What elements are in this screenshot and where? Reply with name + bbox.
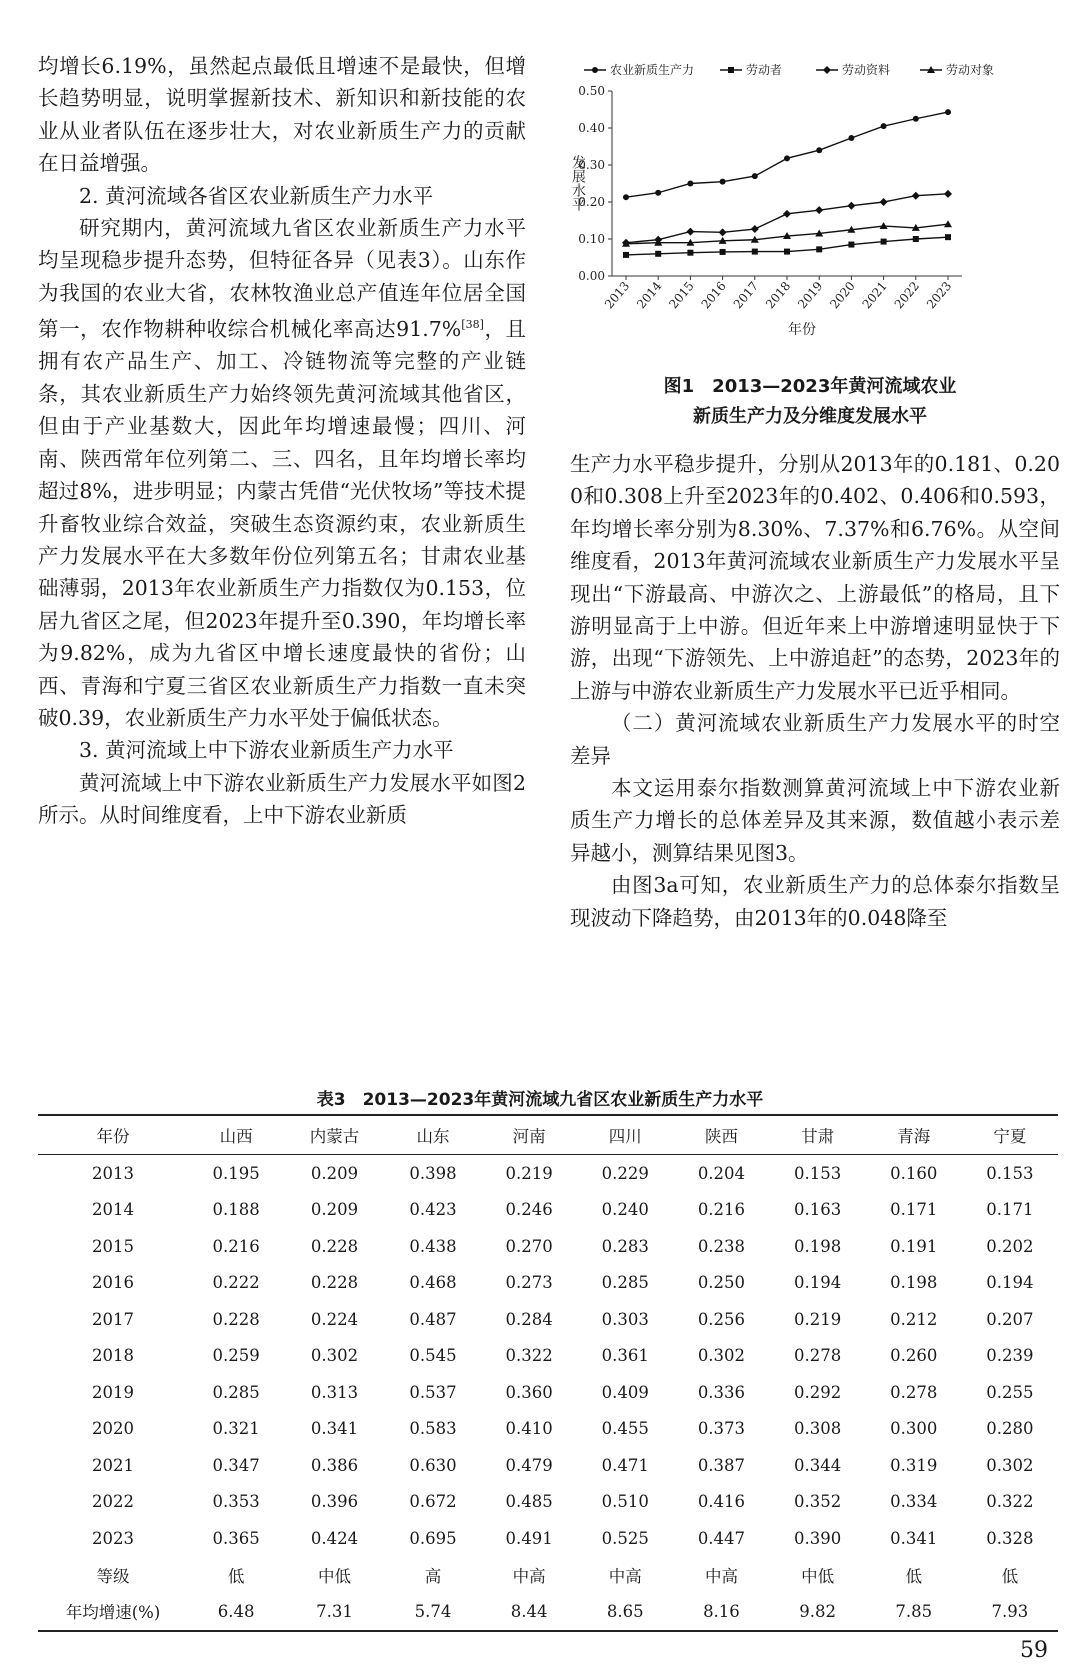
table-cell: 0.583 — [409, 1419, 457, 1439]
series-0-point — [945, 109, 951, 115]
table-row — [38, 1411, 1058, 1448]
series-2-point — [847, 202, 855, 210]
table-cell: 0.672 — [409, 1492, 457, 1512]
series-line-0 — [626, 112, 948, 197]
table-cell: 2013 — [92, 1163, 134, 1183]
table-cell: 8.65 — [606, 1601, 644, 1621]
table-header-cell: 山东 — [416, 1127, 450, 1146]
table-cell: 低 — [1001, 1566, 1019, 1586]
x-tick-label: 2019 — [795, 278, 826, 312]
table-cell: 8.44 — [510, 1601, 548, 1621]
table-cell: 等级 — [96, 1566, 130, 1586]
table-cell: 0.302 — [310, 1346, 359, 1366]
series-0-point — [752, 173, 758, 179]
table-cell: 0.209 — [310, 1163, 359, 1183]
series-0-point — [784, 155, 790, 161]
table-cell: 0.229 — [601, 1163, 649, 1183]
table-cell: 0.630 — [409, 1455, 457, 1475]
series-0-point — [816, 147, 822, 153]
table-cell: 0.160 — [890, 1163, 938, 1183]
table-cell: 0.321 — [212, 1419, 260, 1439]
table-row — [38, 1557, 1058, 1594]
series-3-point — [944, 220, 952, 227]
legend-label-3: 劳动对象 — [946, 63, 995, 77]
table-cell: 0.319 — [890, 1455, 938, 1475]
table-cell: 0.695 — [409, 1528, 457, 1548]
x-tick-label: 2013 — [601, 278, 633, 312]
table-cell: 0.278 — [793, 1346, 842, 1366]
legend-label-0: 农业新质生产力 — [610, 63, 695, 77]
table-cell: 0.250 — [697, 1273, 746, 1293]
paragraph-continued: 均增长6.19%，虽然起点最低且增速不是最快，但增长趋势明显，说明掌握新技术、新知识和新技能的农业从业者队伍在逐步壮大，对农业新质生产力的贡献在日益增强。 — [38, 54, 526, 176]
table-cell: 0.273 — [505, 1273, 553, 1293]
table-header-cell: 河南 — [512, 1127, 546, 1146]
table-cell: 0.438 — [409, 1236, 457, 1256]
table-cell: 0.238 — [697, 1236, 746, 1256]
line-chart — [570, 58, 1050, 358]
x-tick-label: 2021 — [859, 278, 890, 312]
series-0-point — [848, 135, 854, 141]
table-cell: 0.285 — [601, 1273, 649, 1293]
series-0-point — [720, 179, 726, 185]
legend-marker-2 — [823, 66, 831, 74]
figure-caption — [560, 372, 1060, 432]
table-header-cell: 年份 — [96, 1127, 130, 1146]
table-cell: 0.228 — [310, 1236, 359, 1256]
table-header-row — [38, 1115, 1058, 1155]
table-cell: 2015 — [92, 1236, 134, 1256]
paragraph-provinces — [38, 212, 526, 734]
table-cell: 0.284 — [505, 1309, 553, 1329]
table-cell: 0.240 — [601, 1200, 649, 1220]
legend-marker-0 — [592, 67, 598, 73]
table-cell: 2022 — [92, 1492, 134, 1512]
legend-marker-1 — [728, 67, 734, 73]
table-cell: 0.285 — [212, 1382, 260, 1402]
y-tick-label: 0.40 — [578, 121, 605, 135]
x-axis-title: 年份 — [788, 322, 816, 338]
citation-ref: [38] — [461, 318, 484, 332]
table-cell: 0.260 — [890, 1346, 938, 1366]
table-cell: 0.386 — [310, 1455, 359, 1475]
table-row — [38, 1301, 1058, 1338]
series-1-point — [848, 242, 854, 248]
paragraph-provinces-part1: 研究期内，黄河流域九省区农业新质生产力水平均呈现稳步提升态势，但特征各异（见表3）。山东作为我国的农业大省，农林牧渔业总产值连年位居全国第一，农作物耕种收综合机械化率高达91.7% — [38, 216, 526, 342]
series-2-point — [912, 192, 920, 200]
y-tick-label: 0.00 — [578, 269, 605, 283]
table-cell: 0.485 — [505, 1492, 553, 1512]
paragraph-provinces-part2: ，且拥有农产品生产、加工、冷链物流等完整的产业链条，其农业新质生产力始终领先黄河流域其他省区，但由于产业基数大，因此年均增速最慢；四川、河南、陕西常年位列第二、三、四名，且年均增长率均超过8%，进步明显；内蒙古凭借“光伏牧场”等技术提升畜牧业综合效益，突破生态资源约束，农业新质生产力发展水平在大多数年份位列第五名；甘肃农业基础薄弱，2013年农业新质生产力指数仅为0.153，位居九省区之尾，但2023年提升至0.390，年均增长率为9.82%，成为九省区中增长速度最快的省份；山西、青海和宁夏三省区农业新质生产力指数一直未突破0.39，农业新质生产力水平处于偏低状态。 — [38, 317, 527, 730]
table-cell: 0.219 — [505, 1163, 553, 1183]
table-cell: 0.239 — [986, 1346, 1034, 1366]
x-tick-label: 2020 — [827, 278, 858, 312]
table-cell: 0.396 — [310, 1492, 359, 1512]
table-cell: 0.352 — [793, 1492, 842, 1512]
table-cell: 2018 — [92, 1346, 134, 1366]
figure-caption-line1: 图1 2013—2023年黄河流域农业 — [663, 376, 957, 397]
table-cell: 0.303 — [601, 1309, 649, 1329]
table-cell: 0.308 — [793, 1419, 842, 1439]
table-cell: 0.222 — [212, 1273, 260, 1293]
table-cell: 0.246 — [505, 1200, 553, 1220]
table-cell: 中低 — [318, 1566, 352, 1586]
series-1-point — [687, 250, 693, 256]
x-tick-label: 2023 — [923, 278, 955, 312]
table-cell: 0.347 — [212, 1455, 260, 1475]
table-row — [38, 1484, 1058, 1521]
legend-label-2: 劳动资料 — [842, 63, 891, 77]
y-tick-label: 0.30 — [578, 158, 605, 172]
table-cell: 2016 — [92, 1273, 134, 1293]
table-cell: 低 — [227, 1566, 245, 1586]
table-row — [38, 1155, 1058, 1192]
series-2-point — [783, 210, 791, 218]
table-row — [38, 1447, 1058, 1484]
series-2-point — [944, 190, 952, 198]
table-cell: 0.322 — [505, 1346, 553, 1366]
series-2-point — [719, 228, 727, 236]
series-1-point — [623, 252, 629, 258]
series-0-point — [623, 194, 629, 200]
table-row — [38, 1338, 1058, 1375]
table-header-cell: 陕西 — [704, 1127, 738, 1146]
table-cell: 0.212 — [890, 1309, 938, 1329]
table-cell: 6.48 — [217, 1601, 255, 1621]
table-cell: 低 — [905, 1566, 922, 1586]
table-cell: 5.74 — [414, 1601, 452, 1621]
paragraph-reaches-continued: 生产力水平稳步提升，分别从2013年的0.181、0.200和0.308上升至2023年的0.402、0.406和0.593，年均增长率分别为8.30%、7.37%和6.76%。从空间维度看，2013年黄河流域农业新质生产力发展水平呈现出“下游最高、中游次之、上游最低”的格局，且下游明显高于上中游。但近年来上中游增速明显快于下游，出现“下游领先、上中游追赶”的态势，2023年的上游与中游农业新质生产力发展水平已近乎相同。 — [570, 452, 1060, 703]
table-body — [38, 1155, 1058, 1631]
series-0-point — [687, 181, 693, 187]
y-axis-title: 发展水平 — [570, 155, 586, 211]
table-cell: 0.204 — [697, 1163, 746, 1183]
table-cell: 0.471 — [601, 1455, 649, 1475]
series-0-point — [881, 123, 887, 129]
table-header-cell: 宁夏 — [993, 1127, 1027, 1146]
table-header-cell: 青海 — [897, 1127, 931, 1146]
series-1-point — [913, 236, 919, 242]
table-header-cell: 内蒙古 — [309, 1127, 360, 1146]
table-row — [38, 1265, 1058, 1302]
table-cell: 0.278 — [890, 1382, 938, 1402]
table-cell: 0.228 — [310, 1273, 359, 1293]
table-cell: 0.487 — [409, 1309, 457, 1329]
series-1-point — [945, 234, 951, 240]
table-cell: 0.207 — [986, 1309, 1034, 1329]
y-tick-label: 0.20 — [578, 195, 605, 209]
table-cell: 0.361 — [601, 1346, 649, 1366]
table-cell: 0.300 — [890, 1419, 938, 1439]
table-cell: 0.341 — [310, 1419, 359, 1439]
table-cell: 2017 — [92, 1309, 134, 1329]
table-cell: 2021 — [92, 1455, 134, 1475]
series-0-point — [655, 190, 661, 196]
paragraph-theil: 本文运用泰尔指数测算黄河流域上中下游农业新质生产力增长的总体差异及其来源，数值越小表示差异越小，测算结果见图3。 — [570, 776, 1060, 865]
table-cell: 0.191 — [890, 1236, 938, 1256]
series-0-point — [913, 116, 919, 122]
table-cell: 0.409 — [601, 1382, 649, 1402]
subheading-provinces: 2. 黄河流域各省区农业新质生产力水平 — [79, 183, 434, 208]
figure-caption-line2: 新质生产力及分维度发展水平 — [693, 406, 927, 427]
subheading-reaches: 3. 黄河流域上中下游农业新质生产力水平 — [79, 738, 454, 763]
table-cell: 0.510 — [601, 1492, 649, 1512]
table-cell: 9.82 — [799, 1601, 836, 1621]
table-cell: 0.525 — [601, 1528, 649, 1548]
y-tick-label: 0.10 — [578, 232, 605, 246]
table-cell: 高 — [424, 1566, 442, 1586]
table-cell: 0.270 — [505, 1236, 553, 1256]
table-cell: 0.194 — [986, 1273, 1034, 1293]
table-row — [38, 1192, 1058, 1229]
table-cell: 中高 — [608, 1566, 642, 1586]
table-cell: 0.198 — [890, 1273, 938, 1293]
table-cell: 中高 — [704, 1566, 738, 1586]
x-tick-label: 2014 — [634, 278, 665, 312]
table-cell: 中低 — [801, 1566, 835, 1586]
series-1-point — [655, 251, 661, 257]
x-tick-label: 2022 — [891, 278, 923, 312]
legend-label-1: 劳动者 — [746, 63, 783, 77]
paragraph-theil-3a: 由图3a可知，农业新质生产力的总体泰尔指数呈现波动下降趋势，由2013年的0.048降至 — [570, 873, 1060, 930]
table-row — [38, 1593, 1058, 1631]
series-2-point — [880, 198, 888, 206]
table-cell: 0.313 — [310, 1382, 359, 1402]
series-2-point — [815, 206, 823, 214]
table-cell: 0.328 — [986, 1528, 1034, 1548]
table-cell: 0.424 — [310, 1528, 359, 1548]
table-cell: 0.194 — [793, 1273, 842, 1293]
table-cell: 7.31 — [316, 1601, 353, 1621]
table-cell: 中高 — [512, 1566, 546, 1586]
table-header-cell: 山西 — [219, 1127, 253, 1146]
table-cell: 0.153 — [986, 1163, 1034, 1183]
table-cell: 0.398 — [409, 1163, 457, 1183]
table-cell: 0.283 — [601, 1236, 649, 1256]
table-cell: 0.153 — [793, 1163, 842, 1183]
series-1-point — [881, 239, 887, 245]
right-column — [570, 448, 1060, 934]
x-tick-label: 2017 — [730, 278, 762, 312]
y-tick-label: 0.50 — [578, 84, 605, 98]
table-cell: 0.360 — [505, 1382, 553, 1402]
table-cell: 0.491 — [505, 1528, 553, 1548]
series-1-point — [720, 249, 726, 255]
data-table — [38, 1114, 1058, 1632]
table-cell: 0.280 — [986, 1419, 1034, 1439]
table-cell: 0.259 — [212, 1346, 260, 1366]
table-cell: 2023 — [92, 1528, 134, 1548]
table-cell: 0.468 — [409, 1273, 457, 1293]
table-cell: 0.455 — [601, 1419, 649, 1439]
table-cell: 0.216 — [212, 1236, 260, 1256]
series-2-point — [751, 225, 759, 233]
table-cell: 0.365 — [212, 1528, 260, 1548]
paragraph-reaches: 黄河流域上中下游农业新质生产力发展水平如图2所示。从时间维度看，上中下游农业新质 — [38, 770, 526, 828]
series-1-point — [816, 246, 822, 252]
x-tick-label: 2015 — [666, 278, 697, 312]
table-cell: 0.353 — [212, 1492, 260, 1512]
table-cell: 0.224 — [310, 1309, 359, 1329]
section-heading: （二）黄河流域农业新质生产力发展水平的时空差异 — [570, 711, 1060, 768]
table-cell: 0.171 — [986, 1200, 1034, 1220]
table-header-cell: 甘肃 — [801, 1127, 835, 1146]
table-cell: 0.256 — [697, 1309, 746, 1329]
table-cell: 0.410 — [505, 1419, 553, 1439]
table-cell: 0.344 — [793, 1455, 842, 1475]
table-header-cell: 四川 — [608, 1127, 642, 1146]
table-cell: 2014 — [92, 1200, 134, 1220]
table-cell: 7.93 — [991, 1601, 1029, 1621]
x-tick-label: 2016 — [698, 278, 729, 312]
table-row — [38, 1374, 1058, 1411]
table-cell: 0.198 — [793, 1236, 842, 1256]
table-cell: 0.292 — [793, 1382, 842, 1402]
table-cell: 0.447 — [697, 1528, 746, 1548]
table-cell: 0.216 — [697, 1200, 746, 1220]
table-cell: 0.188 — [212, 1200, 260, 1220]
table-cell: 0.302 — [697, 1346, 746, 1366]
table-cell: 年均增速(%) — [65, 1603, 161, 1623]
table-cell: 0.341 — [890, 1528, 938, 1548]
table-cell: 0.416 — [697, 1492, 746, 1512]
series-2-point — [686, 228, 694, 236]
table-cell: 0.209 — [310, 1200, 359, 1220]
table-cell: 0.219 — [793, 1309, 842, 1329]
table-cell: 0.202 — [986, 1236, 1034, 1256]
table-row — [38, 1520, 1058, 1557]
table-cell: 0.322 — [986, 1492, 1034, 1512]
table-cell: 0.373 — [697, 1419, 746, 1439]
table-cell: 0.387 — [697, 1455, 746, 1475]
table-cell: 0.336 — [697, 1382, 746, 1402]
table-cell: 0.479 — [505, 1455, 553, 1475]
table-cell: 0.163 — [793, 1200, 842, 1220]
table-cell: 0.390 — [793, 1528, 842, 1548]
table-cell: 0.423 — [409, 1200, 457, 1220]
table-cell: 0.255 — [986, 1382, 1034, 1402]
table-cell: 0.545 — [409, 1346, 457, 1366]
table-cell: 0.171 — [890, 1200, 938, 1220]
series-1-point — [752, 249, 758, 255]
table-cell: 2020 — [92, 1419, 134, 1439]
table-cell: 2019 — [92, 1382, 134, 1402]
table-cell: 0.334 — [890, 1492, 938, 1512]
table-cell: 0.195 — [212, 1163, 260, 1183]
table-cell: 0.302 — [986, 1455, 1034, 1475]
table-cell: 8.16 — [703, 1601, 740, 1621]
table-cell: 7.85 — [895, 1601, 933, 1621]
table-title: 表3 2013—2023年黄河流域九省区农业新质生产力水平 — [316, 1090, 764, 1110]
table-cell: 0.228 — [212, 1309, 260, 1329]
left-column — [38, 50, 526, 832]
table-cell: 0.537 — [409, 1382, 457, 1402]
series-1-point — [784, 249, 790, 255]
x-tick-label: 2018 — [762, 278, 794, 312]
table-row — [38, 1228, 1058, 1265]
page-number: 59 — [1020, 1638, 1048, 1663]
